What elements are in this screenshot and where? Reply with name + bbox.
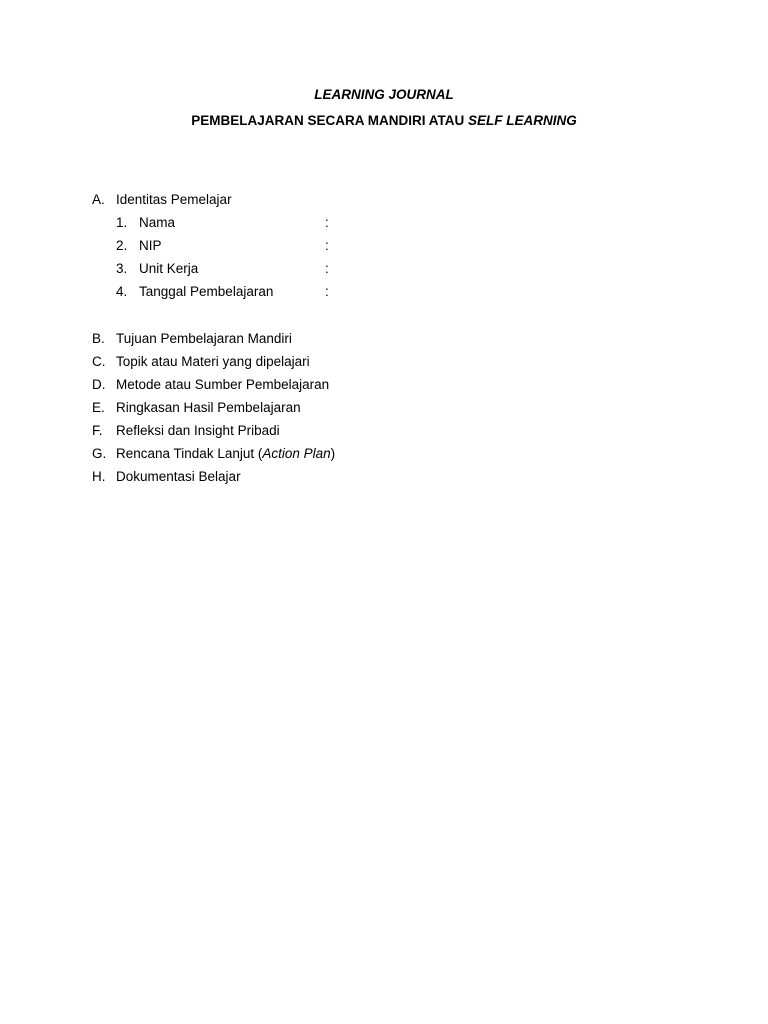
item-number: 1.: [116, 215, 128, 230]
section-label: Identitas Pemelajar: [116, 192, 232, 207]
section-label: Metode atau Sumber Pembelajaran: [116, 377, 330, 392]
item-number: 2.: [116, 238, 128, 253]
item-label: Unit Kerja: [139, 261, 199, 276]
section-label: Dokumentasi Belajar: [116, 469, 241, 484]
subtitle-italic: SELF LEARNING: [467, 113, 577, 128]
section-label-italic: Action Plan: [262, 446, 331, 461]
section-letter: D.: [92, 377, 106, 392]
section-label: Rencana Tindak Lanjut (: [116, 446, 263, 461]
section-label: Ringkasan Hasil Pembelajaran: [116, 400, 301, 415]
document-title: LEARNING JOURNAL: [314, 87, 454, 102]
section-letter: C.: [92, 354, 106, 369]
subtitle-main: PEMBELAJARAN SECARA MANDIRI ATAU: [191, 113, 468, 128]
section-label: Topik atau Materi yang dipelajari: [116, 354, 310, 369]
section-label-group: [116, 446, 335, 462]
item-colon: :: [325, 215, 329, 230]
item-label: Nama: [139, 215, 176, 230]
document-subtitle: [0, 113, 768, 129]
section-label-after: ): [330, 446, 336, 461]
section-letter: H.: [92, 469, 106, 484]
item-number: 4.: [116, 284, 128, 299]
item-label: Tanggal Pembelajaran: [139, 284, 274, 299]
section-letter: B.: [92, 331, 105, 346]
item-label: NIP: [139, 238, 162, 253]
section-letter: F.: [92, 423, 103, 438]
item-colon: :: [325, 261, 329, 276]
section-letter: G.: [92, 446, 107, 461]
item-colon: :: [325, 284, 329, 299]
item-number: 3.: [116, 261, 128, 276]
section-letter: A.: [92, 192, 105, 207]
section-label: Refleksi dan Insight Pribadi: [116, 423, 280, 438]
section-label: Tujuan Pembelajaran Mandiri: [116, 331, 292, 346]
section-letter: E.: [92, 400, 105, 415]
item-colon: :: [325, 238, 329, 253]
